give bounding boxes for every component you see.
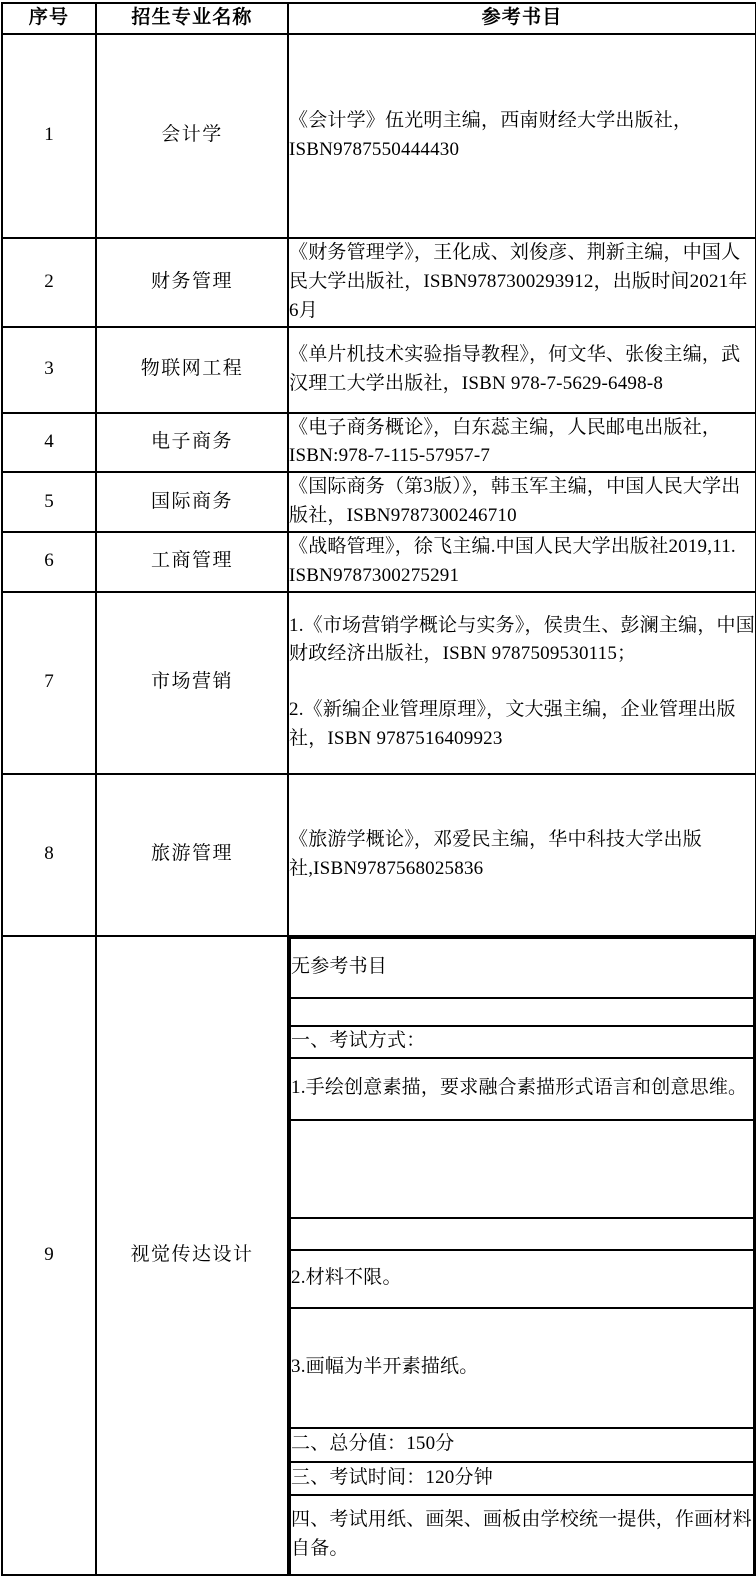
cell-no: 5	[2, 472, 96, 532]
subrow-spacer	[290, 1218, 754, 1250]
subrow-item2	[290, 1250, 754, 1308]
subrow-text: 二、总分值：150分	[290, 1428, 754, 1462]
subrow-item3	[290, 1308, 754, 1428]
cell-major: 电子商务	[96, 413, 288, 473]
cell-no: 6	[2, 532, 96, 592]
cell-major: 物联网工程	[96, 327, 288, 413]
paragraph-gap	[289, 669, 755, 696]
subrow-text: 无参考书目	[290, 938, 754, 998]
cell-books: 《旅游学概论》，邓爱民主编，华中科技大学出版社,ISBN9787568025836	[288, 774, 756, 936]
subrow-text: 四、考试用纸、画架、画板由学校统一提供，作画材料自备。	[290, 1495, 754, 1574]
books-part-2: 2.《新编企业管理原理》，文大强主编，企业管理出版社，ISBN 9787516409923	[289, 699, 736, 750]
subrow-spacer	[290, 998, 754, 1026]
cell-no: 4	[2, 413, 96, 473]
header-major: 招生专业名称	[96, 3, 288, 34]
table-row	[2, 592, 756, 774]
cell-major: 旅游管理	[96, 774, 288, 936]
cell-major: 视觉传达设计	[96, 936, 288, 1575]
table-row	[2, 238, 756, 327]
table-row	[2, 472, 756, 532]
cell-no: 7	[2, 592, 96, 774]
exam-detail-subgrid	[289, 937, 755, 1574]
subrow-text: 1.手绘创意素描，要求融合素描形式语言和创意思维。	[290, 1058, 754, 1120]
header-books: 参考书目	[288, 3, 756, 34]
cell-books: 《战略管理》，徐飞主编.中国人民大学出版社2019,11. ISBN9787300275291	[288, 532, 756, 592]
cell-books: 《电子商务概论》，白东蕊主编，人民邮电出版社，ISBN:978-7-115-57957-7	[288, 413, 756, 473]
table-row	[2, 774, 756, 936]
cell-no: 8	[2, 774, 96, 936]
subrow-section4	[290, 1495, 754, 1574]
cell-books-exam-details	[288, 936, 756, 1575]
cell-major: 会计学	[96, 34, 288, 238]
books-part-1: 1.《市场营销学概论与实务》，侯贵生、彭澜主编，中国财政经济出版社，ISBN 9787509530115；	[289, 614, 755, 665]
table-row-visual-design	[2, 936, 756, 1575]
header-no: 序号	[2, 3, 96, 34]
subrow-text: 三、考试时间：120分钟	[290, 1462, 754, 1495]
cell-books: 《财务管理学》，王化成、刘俊彦、荆新主编，中国人民大学出版社，ISBN9787300293912，出版时间2021年6月	[288, 238, 756, 327]
subrow-blank	[290, 1120, 754, 1218]
cell-no: 2	[2, 238, 96, 327]
cell-no: 1	[2, 34, 96, 238]
subrow-text: 一、考试方式：	[290, 1026, 754, 1058]
subrow-section3	[290, 1462, 754, 1495]
subrow-item1	[290, 1058, 754, 1120]
cell-no: 3	[2, 327, 96, 413]
subrow-section1-title	[290, 1026, 754, 1058]
table-row	[2, 34, 756, 238]
subrow-blank	[290, 998, 754, 1026]
cell-major: 国际商务	[96, 472, 288, 532]
subrow-no-books	[290, 938, 754, 998]
table-row	[2, 327, 756, 413]
table-row	[2, 532, 756, 592]
subrow-section2	[290, 1428, 754, 1462]
cell-books: 《单片机技术实验指导教程》，何文华、张俊主编，武汉理工大学出版社，ISBN 978-7-5629-6498-8	[288, 327, 756, 413]
cell-no: 9	[2, 936, 96, 1575]
cell-books-multipart	[288, 592, 756, 774]
reference-books-table	[1, 2, 756, 1576]
subrow-text: 3.画幅为半开素描纸。	[290, 1308, 754, 1428]
document-page	[0, 2, 756, 1582]
cell-major: 财务管理	[96, 238, 288, 327]
subrow-blank	[290, 1218, 754, 1250]
table-header-row	[2, 3, 756, 34]
cell-major: 市场营销	[96, 592, 288, 774]
subrow-spacer	[290, 1120, 754, 1218]
table-row	[2, 413, 756, 473]
cell-major: 工商管理	[96, 532, 288, 592]
subrow-text: 2.材料不限。	[290, 1250, 754, 1308]
cell-books: 《会计学》伍光明主编，西南财经大学出版社，ISBN9787550444430	[288, 34, 756, 238]
cell-books: 《国际商务（第3版）》，韩玉军主编，中国人民大学出版社，ISBN9787300246710	[288, 472, 756, 532]
